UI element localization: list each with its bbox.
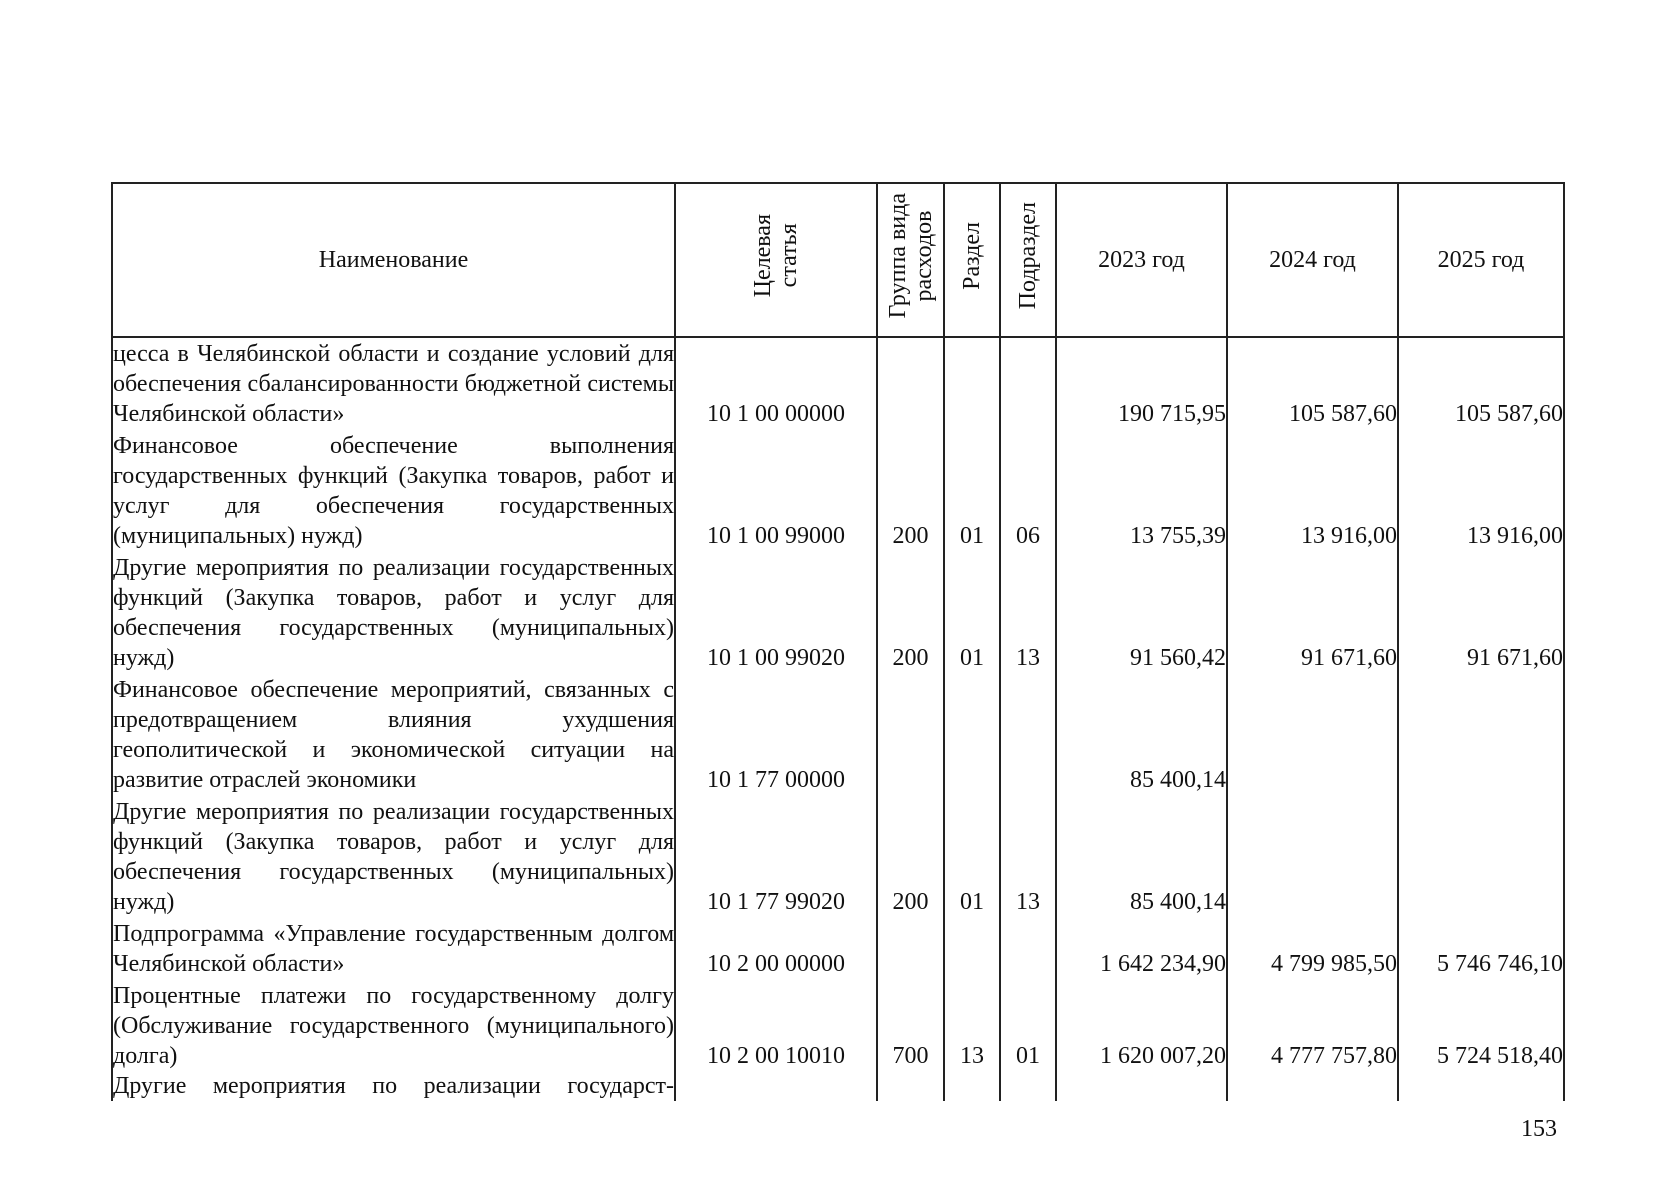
cell-group: 200 xyxy=(877,795,944,917)
table-header xyxy=(112,183,1564,337)
cell-name: Подпрограмма «Управление государственным долгом Челябинской области» xyxy=(112,917,675,979)
cell-target xyxy=(675,1071,877,1101)
table-row xyxy=(112,429,1564,551)
header-2025: 2025 год xyxy=(1398,183,1564,337)
cell-2024 xyxy=(1227,1071,1398,1101)
cell-2023: 1 620 007,20 xyxy=(1056,979,1227,1071)
header-subsection: Подраздел xyxy=(1000,183,1056,337)
cell-section xyxy=(944,917,1000,979)
cell-subsection: 06 xyxy=(1000,429,1056,551)
cell-2023: 91 560,42 xyxy=(1056,551,1227,673)
cell-2024: 91 671,60 xyxy=(1227,551,1398,673)
table-row xyxy=(112,1071,1564,1101)
cell-subsection xyxy=(1000,917,1056,979)
cell-group: 200 xyxy=(877,429,944,551)
page-number: 153 xyxy=(1521,1116,1557,1142)
table-row xyxy=(112,979,1564,1071)
cell-section: 01 xyxy=(944,795,1000,917)
cell-name: цесса в Челябинской области и создание условий для обеспечения сбалансированности бюджетной системы Челябинской области» xyxy=(112,337,675,429)
cell-target: 10 1 00 00000 xyxy=(675,337,877,429)
table-body xyxy=(112,337,1564,1101)
cell-2025: 5 746 746,10 xyxy=(1398,917,1564,979)
cell-section xyxy=(944,337,1000,429)
cell-group xyxy=(877,673,944,795)
cell-name: Другие мероприятия по реализации государственных функций (Закупка товаров, работ и услуг для обеспечения государственных (муниципальных) нужд) xyxy=(112,795,675,917)
table-row xyxy=(112,551,1564,673)
cell-2025: 13 916,00 xyxy=(1398,429,1564,551)
cell-group: 200 xyxy=(877,551,944,673)
cell-group xyxy=(877,1071,944,1101)
cell-group xyxy=(877,337,944,429)
cell-target: 10 2 00 00000 xyxy=(675,917,877,979)
table-row xyxy=(112,673,1564,795)
cell-subsection: 13 xyxy=(1000,795,1056,917)
cell-2025: 105 587,60 xyxy=(1398,337,1564,429)
cell-group: 700 xyxy=(877,979,944,1071)
cell-2024: 105 587,60 xyxy=(1227,337,1398,429)
header-target: Целевая статья xyxy=(675,183,877,337)
header-expense-group: Группа вида расходов xyxy=(877,183,944,337)
cell-section: 01 xyxy=(944,551,1000,673)
cell-2025: 91 671,60 xyxy=(1398,551,1564,673)
cell-target: 10 1 77 00000 xyxy=(675,673,877,795)
cell-2025: 5 724 518,40 xyxy=(1398,979,1564,1071)
header-2023: 2023 год xyxy=(1056,183,1227,337)
table-row xyxy=(112,337,1564,429)
cell-2024 xyxy=(1227,795,1398,917)
cell-2023: 1 642 234,90 xyxy=(1056,917,1227,979)
cell-target: 10 1 77 99020 xyxy=(675,795,877,917)
cell-target: 10 1 00 99000 xyxy=(675,429,877,551)
header-name: Наименование xyxy=(112,183,675,337)
cell-2023: 85 400,14 xyxy=(1056,795,1227,917)
cell-subsection xyxy=(1000,673,1056,795)
cell-2023 xyxy=(1056,1071,1227,1101)
cell-2023: 85 400,14 xyxy=(1056,673,1227,795)
cell-2023: 13 755,39 xyxy=(1056,429,1227,551)
cell-subsection xyxy=(1000,1071,1056,1101)
cell-section xyxy=(944,673,1000,795)
cell-target: 10 1 00 99020 xyxy=(675,551,877,673)
cell-2024: 4 777 757,80 xyxy=(1227,979,1398,1071)
cell-section: 01 xyxy=(944,429,1000,551)
budget-table xyxy=(111,182,1565,1101)
cell-name: Другие мероприятия по реализации государст- xyxy=(113,1073,674,1099)
cell-name: Другие мероприятия по реализации государственных функций (Закупка товаров, работ и услуг для обеспечения государственных (муниципальных) нужд) xyxy=(112,551,675,673)
cell-2025 xyxy=(1398,673,1564,795)
cell-2025 xyxy=(1398,795,1564,917)
cell-subsection xyxy=(1000,337,1056,429)
cell-target: 10 2 00 10010 xyxy=(675,979,877,1071)
table-row xyxy=(112,795,1564,917)
header-2024: 2024 год xyxy=(1227,183,1398,337)
cell-name: Финансовое обеспечение выполнения государственных функций (Закупка товаров, работ и услуг для обеспечения государственных (муниципальных) нужд) xyxy=(112,429,675,551)
cell-section: 13 xyxy=(944,979,1000,1071)
table-row xyxy=(112,917,1564,979)
cell-2025 xyxy=(1398,1071,1564,1101)
cell-name: Финансовое обеспечение мероприятий, связанных с предотвращением влияния ухудшения геополитической и экономической ситуации на развитие отраслей экономики xyxy=(112,673,675,795)
header-section: Раздел xyxy=(944,183,1000,337)
cell-2024: 13 916,00 xyxy=(1227,429,1398,551)
cell-subsection: 01 xyxy=(1000,979,1056,1071)
cell-subsection: 13 xyxy=(1000,551,1056,673)
cell-2024: 4 799 985,50 xyxy=(1227,917,1398,979)
cell-2023: 190 715,95 xyxy=(1056,337,1227,429)
cell-name: Процентные платежи по государственному долгу (Обслуживание государственного (муниципального) долга) xyxy=(112,979,675,1071)
cell-2024 xyxy=(1227,673,1398,795)
cell-section xyxy=(944,1071,1000,1101)
cell-group xyxy=(877,917,944,979)
